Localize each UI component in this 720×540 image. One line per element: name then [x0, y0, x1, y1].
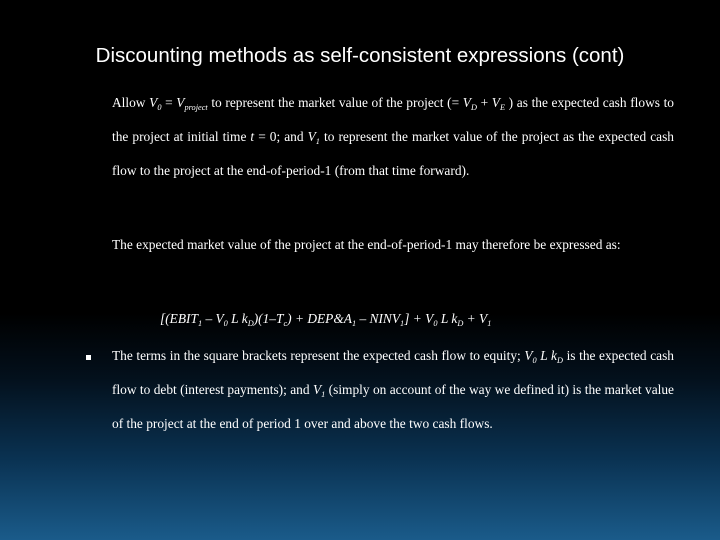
formula: [($EBIT_1 - V_0$ L $k_D)(1-T_c)$ + $DEP\&A_1$ – $NINV_1] + V_0$ L $k_D + V_1$: [160, 311, 492, 328]
paragraph-definitions: [112, 86, 674, 188]
text: The terms in the square brackets represent the expected cash flow to equity;: [112, 348, 525, 363]
var-v0: $V_0$: [149, 95, 162, 112]
slide-title: Discounting methods as self-consistent expressions (cont): [95, 44, 625, 67]
var-v1: $V_1$: [312, 382, 326, 399]
text: =: [161, 95, 177, 110]
paragraph-expression-intro: The expected market value of the project at the end-of-period-1 may therefore be expressed as:: [112, 237, 621, 252]
var-t: t: [250, 129, 255, 144]
text: ) as the expected cash flows to the project at initial time: [112, 95, 675, 144]
text: (simply on account of the way we defined it) is the market value of the project at the end of period 1 over and above the two cash flows.: [112, 382, 675, 431]
text: to represent the market value of the project (=: [207, 95, 463, 110]
paragraph-explanation: [112, 339, 674, 441]
text: = 0; and: [254, 129, 308, 144]
text: is the expected cash flow to debt (interest payments); and: [112, 348, 674, 397]
text: +: [476, 95, 492, 110]
var-vproject: $V_{project}$: [176, 95, 208, 112]
var-ve: $V_E$: [491, 95, 506, 112]
var-v1: $V_1$: [307, 129, 320, 146]
bullet-icon: [86, 355, 91, 360]
text: to represent the market value of the project as the expected cash flow to the project at the end-of-period-1 (from that time forward).: [112, 129, 674, 178]
var-v0: $V_0$ L $k_D$: [524, 348, 564, 365]
text: Allow: [112, 95, 146, 110]
var-vd: $V_D$: [462, 95, 477, 112]
